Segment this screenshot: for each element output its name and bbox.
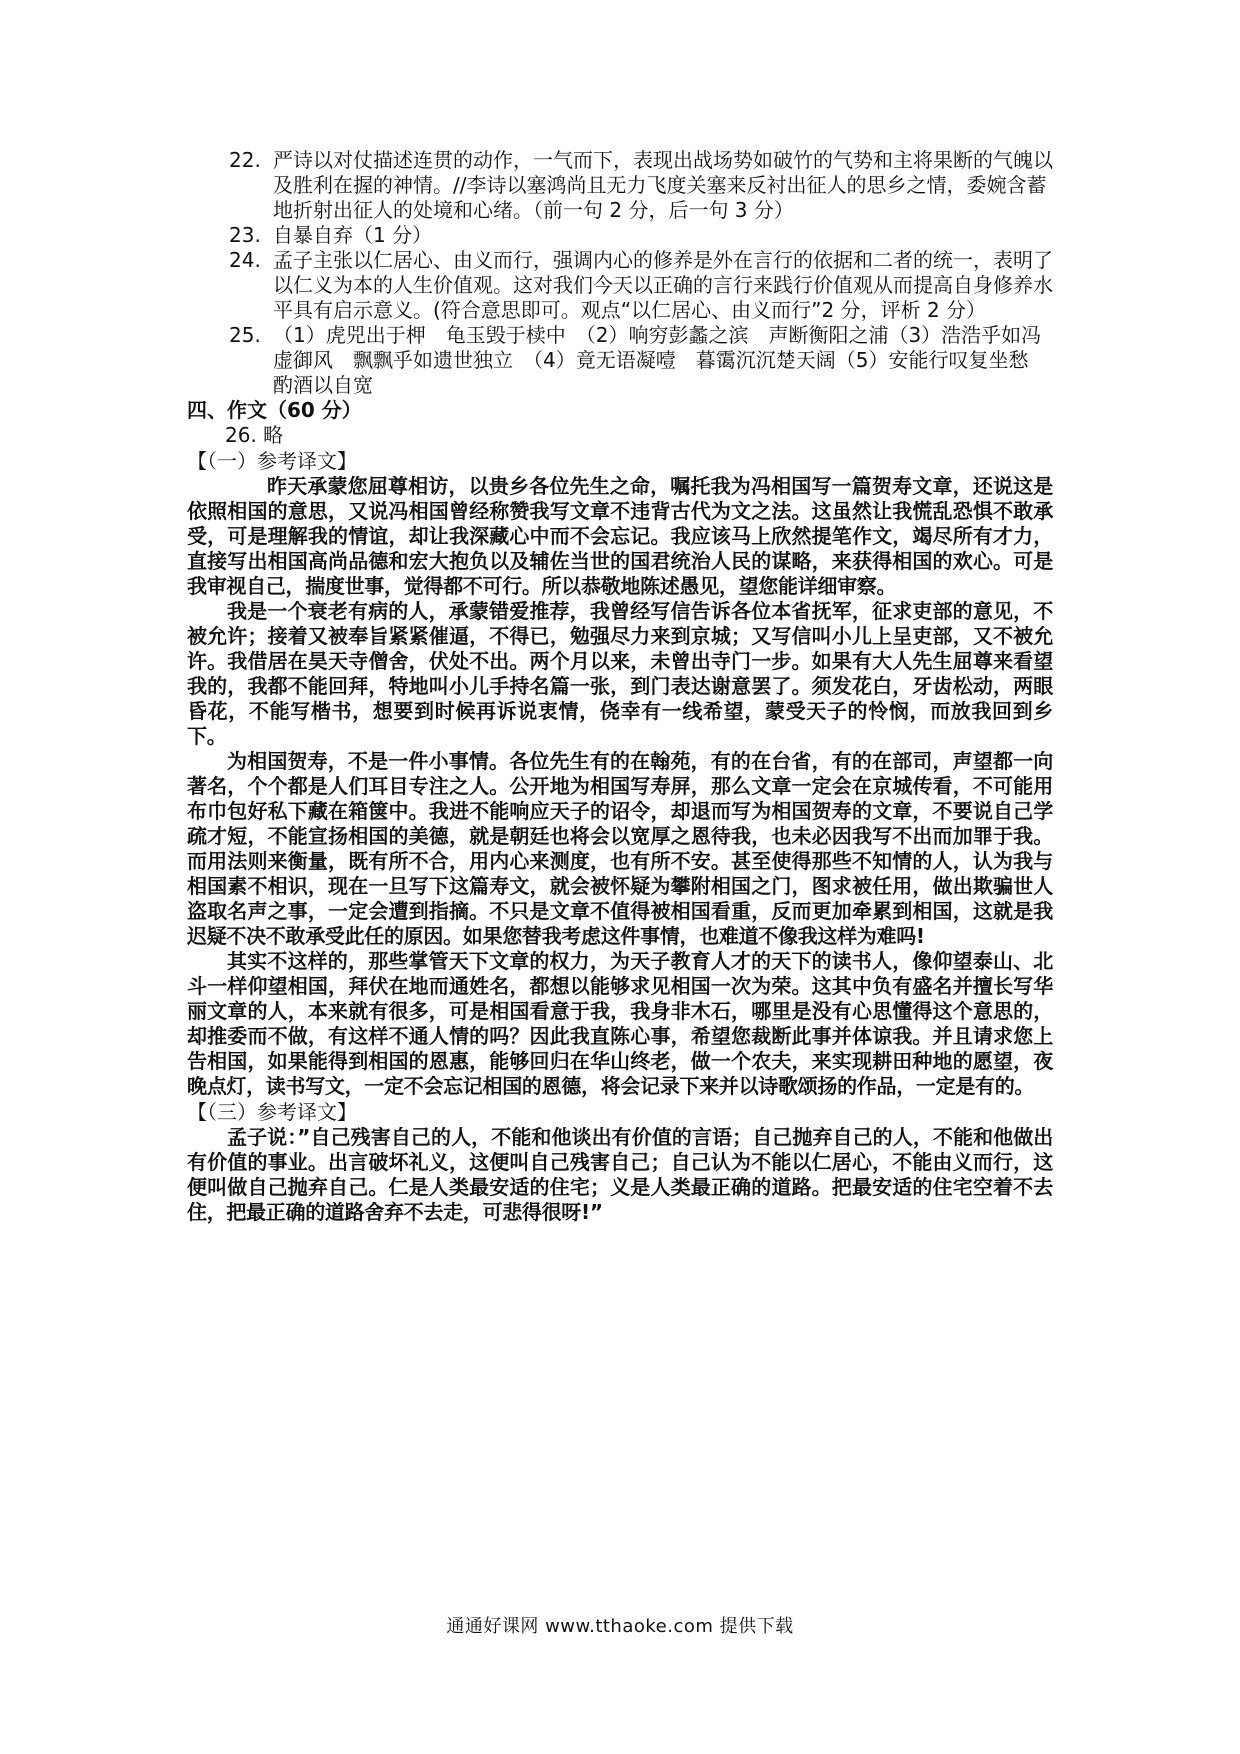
- translation-3-heading: 【（三）参考译文】: [187, 1100, 357, 1124]
- answer-23: [229, 223, 1053, 248]
- answer-22: [229, 148, 1053, 223]
- answer-list: [187, 148, 1053, 398]
- translation-3-paragraph: 孟子说：”自己残害自己的人，不能和他谈出有价值的言语；自己抛弃自己的人，不能和他做出有价值的事业。出言破坏礼义，这便叫自己残害自己；自己认为不能以仁居心，不能由义而行，这便叫做自己抛弃自己。仁是人类最安适的住宅；义是人类最正确的道路。把最安适的住宅空着不去住，把最正确的道路舍弃不去走，可悲得很呀!”: [187, 1125, 1053, 1224]
- answer-number: 24.: [229, 248, 261, 272]
- answer-text: 孟子主张以仁居心、由义而行，强调内心的修养是外在言行的依据和二者的统一，表明了以仁义为本的人生价值观。这对我们今天以正确的言行来践行价值观从而提高自身修养水平具有启示意义。(符合意思即可。观点“以仁居心、由义而行”2 分，评析 2 分）: [273, 248, 1053, 322]
- answer-text: （1）虎兕出于柙 龟玉毁于椟中 （2）响穷彭蠡之滨 声断衡阳之浦（3）浩浩乎如冯虚御风 飘飘乎如遗世独立 （4）竟无语凝噎 暮霭沉沉楚天阔（5）安能行叹复坐愁 酌酒以自宽: [273, 323, 1049, 397]
- translation-1-paragraph: 我是一个衰老有病的人，承蒙错爱推荐，我曾经写信告诉各位本省抚军，征求吏部的意见，不被允许；接着又被奉旨紧紧催逼，不得已，勉强尽力来到京城；又写信叫小儿上呈吏部，又不被允许。我借居在昊天寺僧舍，伏处不出。两个月以来，未曾出寺门一步。如果有大人先生屈尊来看望我的，我都不能回拜，特地叫小儿手持名篇一张，到门表达谢意罢了。须发花白，牙齿松动，两眼昏花，不能写楷书，想要到时候再诉说衷情，侥幸有一线希望，蒙受天子的怜悯，而放我回到乡下。: [187, 599, 1053, 748]
- answer-number: 25.: [229, 323, 261, 347]
- answer-number: 23.: [229, 223, 261, 247]
- answer-25: [229, 323, 1053, 398]
- answer-26: 26. 略: [225, 423, 284, 447]
- answer-text: 自暴自弃（1 分）: [273, 223, 433, 247]
- section-title-composition: 四、作文（60 分）: [187, 398, 362, 422]
- translation-1-paragraph: 昨天承蒙您屈尊相访，以贵乡各位先生之命，嘱托我为冯相国写一篇贺寿文章，还说这是依照相国的意思，又说冯相国曾经称赞我写文章不违背古代为文之法。这虽然让我慌乱恐惧不敢承受，可是理解我的情谊，却让我深藏心中而不会忘记。我应该马上欣然提笔作文，竭尽所有才力，直接写出相国高尚品德和宏大抱负以及辅佐当世的国君统治人民的谋略，来获得相国的欢心。可是我审视自己，揣度世事，觉得都不可行。所以恭敬地陈述愚见，望您能详细审察。: [187, 474, 1053, 598]
- answer-24: [229, 248, 1053, 323]
- translation-1-heading: 【（一）参考译文】: [187, 449, 357, 473]
- translation-1-paragraph: 其实不这样的，那些掌管天下文章的权力，为天子教育人才的天下的读书人，像仰望泰山、北斗一样仰望相国，拜伏在地而通姓名，都想以能够求见相国一次为荣。这其中负有盛名并擅长写华丽文章的人，本来就有很多，可是相国看意于我，我身非木石，哪里是没有心思懂得这个意思的，却推委而不做，有这样不通人情的吗？因此我直陈心事，希望您裁断此事并体谅我。并且请求您上告相国，如果能得到相国的恩惠，能够回归在华山终老，做一个农夫，来实现耕田种地的愿望，夜晚点灯，读书写文，一定不会忘记相国的恩德，将会记录下来并以诗歌颂扬的作品，一定是有的。: [187, 949, 1053, 1098]
- translation-1-paragraph: 为相国贺寿，不是一件小事情。各位先生有的在翰苑，有的在台省，有的在部司，声望都一向著名，个个都是人们耳目专注之人。公开地为相国写寿屏，那么文章一定会在京城传看，不可能用布巾包好私下藏在箱箧中。我进不能响应天子的诏令，却退而写为相国贺寿的文章，不要说自己学疏才短，不能宣扬相国的美德，就是朝廷也将会以宽厚之恩待我，也未必因我写不出而加罪于我。而用法则来衡量，既有所不合，用内心来测度，也有所不安。甚至使得那些不知情的人，认为我与相国素不相识，现在一旦写下这篇寿文，就会被怀疑为攀附相国之门，图求被任用，做出欺骗世人盗取名声之事，一定会遭到指摘。不只是文章不值得被相国看重，反而更加牵累到相国，这就是我迟疑不决不敢承受此任的原因。如果您替我考虑这件事情，也难道不像我这样为难吗!: [187, 749, 1053, 948]
- document-page: [187, 148, 1053, 1225]
- answer-text: 严诗以对仗描述连贯的动作，一气而下，表现出战场势如破竹的气势和主将果断的气魄以及胜利在握的神情。//李诗以塞鸿尚且无力飞度关塞来反衬出征人的思乡之情，委婉含蓄地折射出征人的处境和心绪。（前一句 2 分，后一句 3 分）: [273, 148, 1053, 222]
- footer-download-note: 通通好课网 www.tthaoke.com 提供下载: [446, 1616, 794, 1637]
- answer-number: 22.: [229, 148, 261, 172]
